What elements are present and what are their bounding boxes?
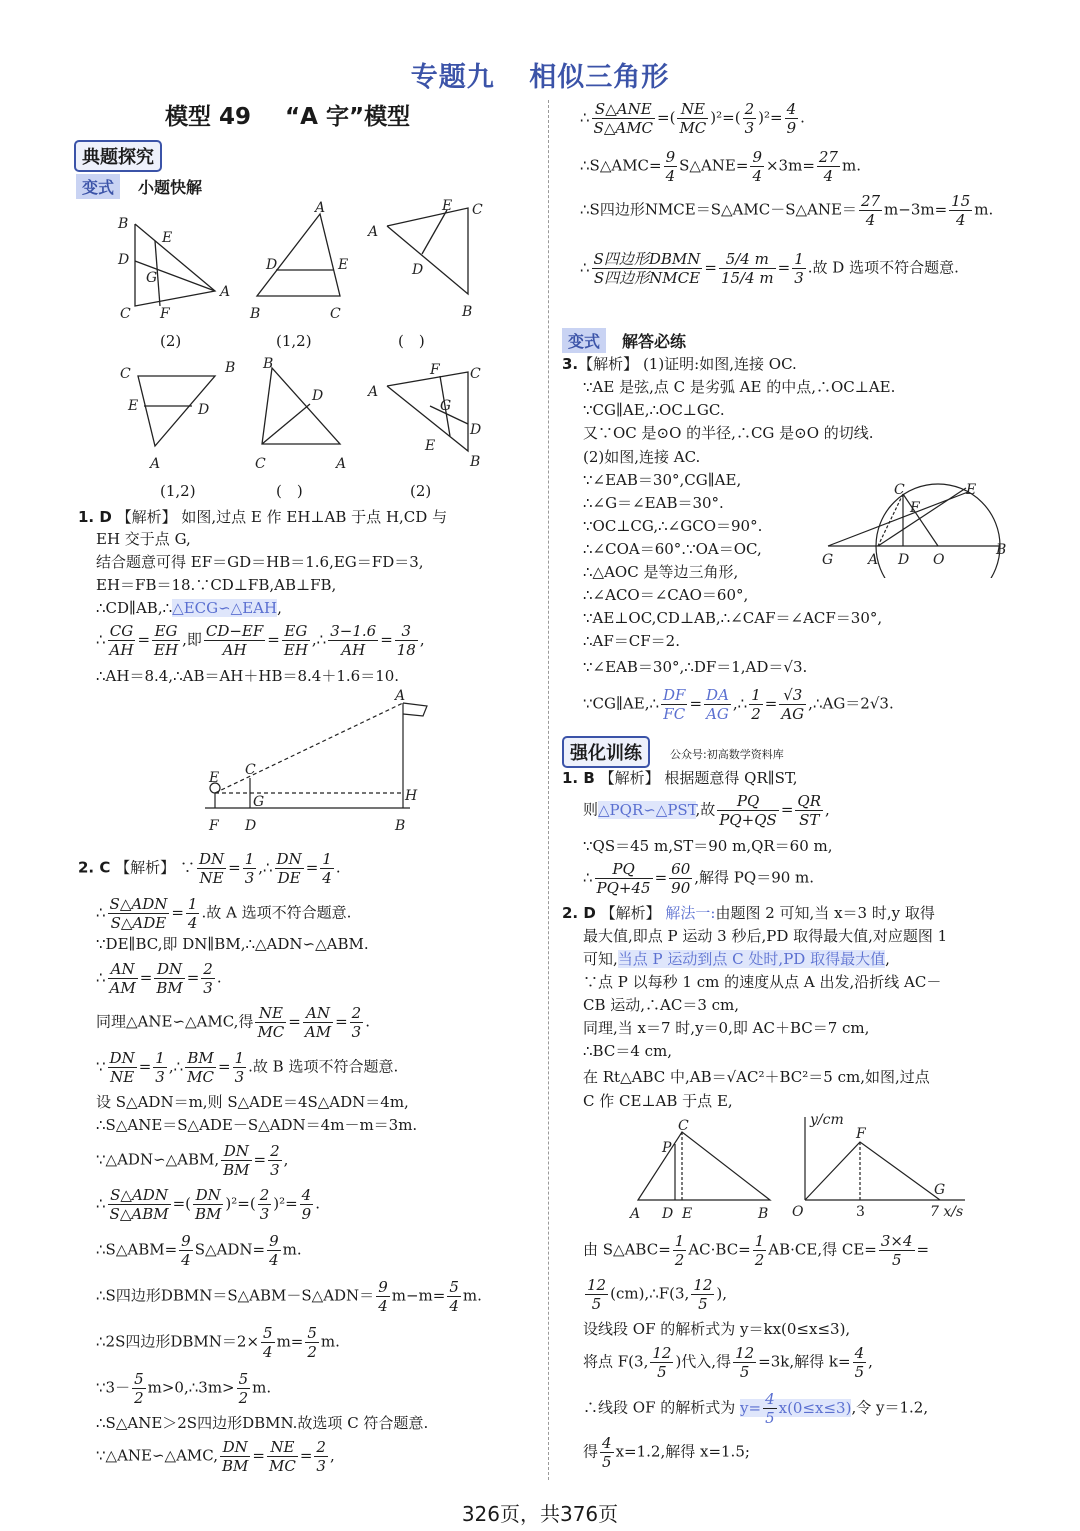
problem-3-line-1 [562,353,797,375]
problem-1-text: 如图,过点 E 作 EH⊥AB 于点 H,CD 与 [181,508,448,526]
svg-text:C: C [678,1118,689,1134]
svg-text:E: E [682,1206,693,1222]
svg-text:G: G [822,552,834,568]
training-2-line-1 [562,902,935,924]
svg-text:A: A [368,384,379,400]
text: 故 D 选项不符合题意. [812,258,959,277]
text: ∴CD∥AB,∴ [96,599,173,617]
text: 根据题意得 QR∥ST, [664,769,798,787]
tag-explore: 典题探究 [74,140,162,172]
text: 由题图 2 可知,当 x＝3 时,y 取得 [715,904,935,922]
text: ∵CG∥AE,∴ [583,694,660,713]
text: , [277,599,282,617]
training-2-line-6: 同理,当 x＝7 时,y＝0,即 AC＋BC＝7 cm, [583,1019,870,1037]
text: 可知, [583,950,618,968]
problem-3-line-6: ∵∠EAB＝30°,CG∥AE, [583,471,742,489]
circle-figure [818,478,1018,578]
text: 故 B 选项不符合题意. [252,1057,399,1076]
text: 同理△ANE∽△AMC,得 [96,1012,254,1031]
fig3-line-ed [422,210,447,254]
svg-text:A: A [368,224,379,240]
text: ∴S四边形DBMN＝S△ABM－S△ADN＝ [96,1286,375,1305]
svg-text:D: D [898,552,910,568]
svg-text:B: B [250,306,261,322]
svg-text:F: F [856,1126,866,1142]
svg-text:G: G [934,1182,946,1198]
highlight-linear: y= $\frac{4}{5}$ x(0≤x≤3) [740,1390,852,1427]
problem-2-sabm: ∴S△ABM= $\frac{9}{4}$ S△ADN= $\frac{9}{4}$ m. [96,1232,302,1269]
fig-caption-4: (1,2) [160,482,196,500]
problem-2-line-b: ∵DE∥BC,即 DN∥BM,∴△ADN∽△ABM. [96,935,369,953]
model-title [165,98,436,131]
svg-text:G: G [253,794,265,810]
problem-1-line-4: EH＝FB＝18.∵CD⊥FB,AB⊥FB, [96,576,337,594]
problem-2-line-1: 2. C 【解析】 ∵ $\frac{DN}{NE}$ = $\frac{1}{3}$ ,∴ $\frac{DN}{DE}$ = $\frac{1}{4}$ . [78,850,341,887]
svg-text:C: C [894,482,905,498]
problem-3-line-15: ∵CG∥AE,∴ $\frac{DF}{FC}$ = $\frac{DA}{AG}$ ,∴ $\frac{1}{2}$ = $\frac{√3}{AG}$ ,∴AG＝2√3. [583,686,894,723]
text: ,∴AG＝2√3. [808,694,894,713]
fig5-line-dc [262,404,310,444]
tag-training: 强化训练 [562,736,650,768]
training-2-line-14 [583,1390,928,1427]
problem-3-line-3: ∵CG∥AE,∴OC⊥GC. [583,401,725,419]
text: ∴2S四边形DBMN＝2× [96,1332,260,1351]
svg-text:7 x/s: 7 x/s [930,1204,964,1220]
svg-text:y/cm: y/cm [810,1112,844,1128]
problem-2-line-e: 设 S△ADN＝m,则 S△ADE＝4S△ADN＝4m, [96,1093,409,1111]
fig-caption-5: ( ) [276,482,303,500]
training-2-line-11: $\frac{12}{5}$ (cm),∴F(3, $\frac{12}{5}$ ), [587,1276,728,1313]
analysis-tag: 【解析】 [116,508,177,526]
problem-2-line-c: 同理△ANE∽△AMC,得 $\frac{NE}{MC}$ = $\frac{AN}{AM}$ = $\frac{2}{3}$ . [96,1004,370,1041]
svg-text:F: F [160,306,170,322]
svg-text:C: C [120,306,131,322]
analysis-tag: 【解析】 [578,355,639,373]
problem-3-line-8: ∵OC⊥CG,∴∠GCO＝90°. [583,517,763,535]
svg-text:B: B [118,216,129,232]
training-1-line-3: ∵QS＝45 m,ST＝90 m,QR＝60 m, [583,837,833,855]
problem-2-line-h: ∴S四边形DBMN＝S△ABM－S△ADN＝ $\frac{9}{4}$ m−m= $\frac{5}{4}$ m. [96,1278,482,1315]
column-divider [548,100,549,1480]
text: ∴S四边形NMCE＝S△AMC－S△ANE＝ [580,200,857,219]
problem-2-ratio-1: ∴ $\frac{AN}{AM}$ = $\frac{DN}{BM}$ = $\frac{2}{3}$ . [96,960,222,997]
svg-text:B: B [263,356,274,372]
problem-2-line-k: ∴S△ANE＞2S四边形DBMN.故选项 C 符合题意. [96,1414,429,1432]
fig-caption-6: (2) [410,482,432,500]
svg-text:E: E [128,398,139,414]
training-2-line-4: ∵点 P 以每秒 1 cm 的速度从点 A 出发,沿折线 AC－ [583,973,942,991]
problem-2-answer: 2. C [78,858,111,877]
svg-text:D: D [245,818,257,834]
svg-text:A: A [395,688,406,704]
fig2-triangle [257,214,340,296]
svg-text:C: C [245,762,256,778]
problem-3-number: 3. [562,355,579,373]
svg-text:O: O [792,1204,804,1220]
problem-1-line-5 [96,597,282,619]
problem-1-line-1 [78,506,447,528]
svg-text:P: P [662,1140,672,1156]
topic-name: 相似三角形 [529,62,670,93]
svg-text:C: C [120,366,131,382]
problem-2-line-d: ∵ $\frac{DN}{NE}$ = $\frac{1}{3}$ ,∴ $\frac{BM}{MC}$ = $\frac{1}{3}$ .故 B 选项不符合题意. [96,1049,399,1086]
svg-text:D: D [662,1206,674,1222]
svg-text:D: D [118,252,130,268]
right-samc: ∴S△AMC= $\frac{9}{4}$ S△ANE= $\frac{9}{4}$ ×3m= $\frac{27}{4}$ m. [580,148,861,185]
svg-text:F: F [430,362,440,378]
analysis-tag: 【解析】 [600,904,661,922]
training-2-line-8: 在 Rt△ABC 中,AB＝√AC²＋BC²＝5 cm,如图,过点 [583,1068,930,1086]
chapter-title [0,55,1080,94]
training-2-line-13: 将点 F(3, $\frac{12}{5}$ )代入,得 $\frac{12}{5}$ =3k,解得 k= $\frac{4}{5}$ , [583,1344,873,1381]
problem-1-line-2: EH 交于点 G, [96,530,191,548]
right-line-2: ∴ S四边形DBMN S四边形NMCE = $\frac{5/4 m}{15/4 m}$ = $\frac{1}{3}$ .故 D 选项不符合题意. [580,250,959,287]
svg-text:C: C [330,306,341,322]
tag-variant-left: 变式 [76,174,120,199]
svg-text:G: G [440,398,452,414]
problem-3-line-11: ∴∠ACO＝∠CAO＝60°, [583,586,749,604]
svg-text:C: C [255,456,266,472]
text: ∵△ANE∽△AMC, [96,1446,218,1465]
svg-text:A: A [630,1206,641,1222]
svg-text:A: A [220,284,231,300]
tag-variant-right: 变式 [562,328,606,353]
text: 故 A 选项不符合题意. [206,903,352,922]
problem-2-area-ratio: ∴ S△ADN S△ABM =( $\frac{DN}{BM}$ )²=( $\frac{2}{3}$ )²= $\frac{4}{9}$ . [96,1186,320,1223]
problem-2-line-l: ∵△ANE∽△AMC, $\frac{DN}{BM}$ = $\frac{NE}{MC}$ = $\frac{2}{3}$ , [96,1438,335,1475]
highlight-similar: △ECG∽△EAH [172,599,278,617]
problem-3-line-2: ∵AE 是弦,点 C 是劣弧 AE 的中点,∴OC⊥AE. [583,378,896,396]
svg-text:C: C [470,366,481,382]
sub-heading-quick: 小题快解 [138,178,203,197]
analysis-tag: 【解析】 [599,769,660,787]
svg-text:E: E [162,230,173,246]
training-2-line-3 [583,948,890,970]
text: ∵3－ [96,1378,131,1397]
problem-3-line-7: ∴∠G＝∠EAB＝30°. [583,494,724,512]
svg-text:G: G [146,270,158,286]
training-2-line-5: CB 运动,∴AC＝3 cm, [583,996,740,1014]
svg-text:B: B [462,304,473,320]
svg-text:H: H [405,788,418,804]
svg-text:E: E [442,198,453,214]
problem-1-line-6: ∴AH＝8.4,∴AB＝AH＋HB＝8.4＋1.6＝10. [96,667,400,685]
text: (1)证明:如图,连接 OC. [642,355,797,373]
problem-1-line-3: 结合题意可得 EF＝GD＝HB＝1.6,EG＝FD＝3, [96,553,424,571]
text: 则 [583,800,599,819]
wechat-note: 公众号:初高数学资料库 [670,748,784,761]
model-name: “A 字”模型 [285,104,411,130]
right-area-ratio: ∴ S△ANE S△AMC =( $\frac{NE}{MC}$ )²=( $\frac{2}{3}$ )²= $\frac{4}{9}$ . [580,100,805,137]
svg-text:D: D [412,262,424,278]
problem-3-line-5: (2)如图,连接 AC. [583,448,701,466]
motion-figures [620,1112,980,1222]
training-2-line-9: C 作 CE⊥AB 于点 E, [583,1092,733,1110]
svg-text:3: 3 [856,1204,865,1220]
training-2-line-12: 设线段 OF 的解析式为 y＝kx(0≤x≤3), [583,1320,851,1338]
svg-text:A: A [150,456,161,472]
svg-text:D: D [312,388,324,404]
training-2-line-10: 由 S△ABC= $\frac{1}{2}$ AC·BC= $\frac{1}{2}$ AB·CE,得 CE= $\frac{3\times 4}{5}$ = [583,1232,930,1269]
svg-text:F: F [910,500,920,516]
svg-text:D: D [198,402,210,418]
problem-3-line-14: ∵∠EAB＝30°,∴DF＝1,AD＝√3. [583,658,808,676]
svg-text:B: B [395,818,406,834]
sub-heading-answer: 解答必练 [622,332,687,351]
svg-text:E: E [209,770,220,786]
training-1-answer: 1. B [562,769,595,787]
svg-text:A: A [315,200,326,216]
svg-text:D: D [266,257,278,273]
method-one-label: 解法一: [665,904,716,922]
problem-3-line-10: ∴△AOC 是等边三角形, [583,563,739,581]
problem-3-line-13: ∴AF＝CF＝2. [583,632,680,650]
problem-2-line-g: ∵△ADN∽△ABM, $\frac{DN}{BM}$ = $\frac{2}{3}$ , [96,1142,289,1179]
fig3-triangle [387,208,468,294]
svg-text:B: B [758,1206,769,1222]
svg-text:O: O [933,552,945,568]
svg-text:A: A [336,456,347,472]
right-line-1: ∴S四边形NMCE＝S△AMC－S△ANE＝ $\frac{27}{4}$ m−3m= $\frac{15}{4}$ m. [580,192,994,229]
analysis-tag: 【解析】 [115,858,176,877]
problem-1-answer: 1. D [78,508,112,526]
svg-text:A: A [868,552,879,568]
flagpole-figure [195,688,445,838]
svg-text:B: B [225,360,236,376]
svg-text:E: E [425,438,436,454]
fig-caption-1: (2) [160,332,182,350]
training-1-line-4: ∴ $\frac{PQ}{PQ+45}$ = $\frac{60}{90}$ ,解得 PQ＝90 m. [583,860,815,897]
fig-caption-2: (1,2) [276,332,312,350]
training-2-line-7: ∴BC＝4 cm, [583,1042,673,1060]
svg-text:D: D [470,422,482,438]
training-2-line-2: 最大值,即点 P 运动 3 秒后,PD 取得最大值,对应题图 1 [583,927,948,945]
training-1-line-1 [562,767,798,789]
fig-caption-3: ( ) [398,332,425,350]
training-2-answer: 2. D [562,904,596,922]
problem-2-line-j: ∵3－ $\frac{5}{2}$ m>0,∴3m> $\frac{5}{2}$ m. [96,1370,272,1407]
text: , [885,950,890,968]
model-number: 模型 49 [165,104,252,130]
svg-text:F: F [209,818,219,834]
problem-3-line-9: ∴∠COA＝60°.∵OA＝OC, [583,540,762,558]
problem-2-line-f: ∴S△ANE＝S△ADE－S△ADN＝4m－m＝3m. [96,1116,418,1134]
problem-2-line-a: ∴ S△ADN S△ADE = $\frac{1}{4}$ .故 A 选项不符合题意. [96,895,352,932]
text: ,解得 PQ＝90 m. [694,868,815,887]
problem-1-ratio-equation: ∴ $\frac{CG}{AH}$ = $\frac{EG}{EH}$ ,即 $\frac{CD-EF}{AH}$ = $\frac{EG}{EH}$ ,∴ $\frac{3-1.6}{AH}$ = $\frac{3}{18}$ , [96,622,425,659]
text: ∴线段 OF 的解析式为 [583,1398,741,1417]
topic-number: 专题九 [410,62,495,93]
svg-text:C: C [472,202,483,218]
training-2-line-15: 得 $\frac{4}{5}$ x=1.2,解得 x=1.5; [583,1434,750,1471]
problem-3-line-4: 又∵OC 是⊙O 的半径,∴CG 是⊙O 的切线. [583,424,874,442]
highlight-max: 当点 P 运动到点 C 处时,PD 取得最大值 [617,950,886,968]
training-1-line-2: 则△PQR∽△PST,故 $\frac{PQ}{PQ+QS}$ = $\frac{QR}{ST}$ , [583,792,830,829]
page-counter: 326页，共376页 [461,1502,619,1526]
fig5-triangle [262,368,340,444]
problem-3-line-12: ∵AE⊥OC,CD⊥AB,∴∠CAF＝∠ACF＝30°, [583,609,883,627]
svg-text:E: E [966,482,977,498]
problem-2-line-i: ∴2S四边形DBMN＝2× $\frac{5}{4}$ m= $\frac{5}{2}$ m. [96,1324,340,1361]
svg-text:E: E [338,257,349,273]
svg-text:B: B [996,542,1007,558]
highlight-similar: △PQR∽△PST [598,800,696,819]
svg-text:B: B [470,454,481,470]
text: ,令 y＝1.2, [851,1398,929,1417]
text: ∵△ADN∽△ABM, [96,1150,220,1169]
text: ,故 [695,800,716,819]
